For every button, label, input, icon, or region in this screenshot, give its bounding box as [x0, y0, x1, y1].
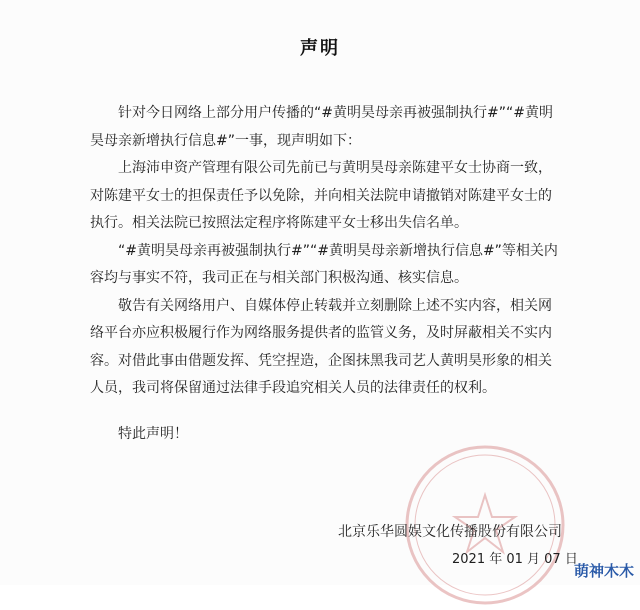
paragraph-settlement: 上海沛申资产管理有限公司先前已与黄明昊母亲陈建平女士协商一致，对陈建平女士的担保责任予以免除，并向相关法院申请撤销对陈建平女士的执行。相关法院已按照法定程序将陈建平女士移出失信名单。: [90, 160, 552, 231]
watermark-text: 萌神木木: [573, 562, 634, 580]
company-name: 北京乐华圆娱文化传播股份有限公司: [338, 524, 562, 540]
paragraph-warning: 敬告有关网络用户、自媒体停止转载并立刻删除上述不实内容，相关网络平台亦应积极履行作为网络服务提供者的监管义务，及时屏蔽相关不实内容。对借此事由借题发挥、凭空捏造，企图抹黑我司艺人黄明昊形象的相关人员，我司将保留通过法律手段追究相关人员的法律责任的权利。: [90, 297, 552, 396]
paragraph-denial: “#黄明昊母亲再被强制执行#”“#黄明昊母亲新增执行信息#”等相关内容均与事实不符，我司正在与相关部门积极沟通、核实信息。: [90, 242, 558, 286]
document-title: 声明: [300, 38, 340, 59]
paragraph-intro: 针对今日网络上部分用户传播的“#黄明昊母亲再被强制执行#”“#黄明昊母亲新增执行信息#”一事，现声明如下：: [90, 105, 553, 149]
closing-statement: 特此声明！: [118, 426, 188, 442]
document-body: [90, 100, 560, 403]
statement-date: 2021 年 01 月 07 日: [452, 552, 578, 567]
